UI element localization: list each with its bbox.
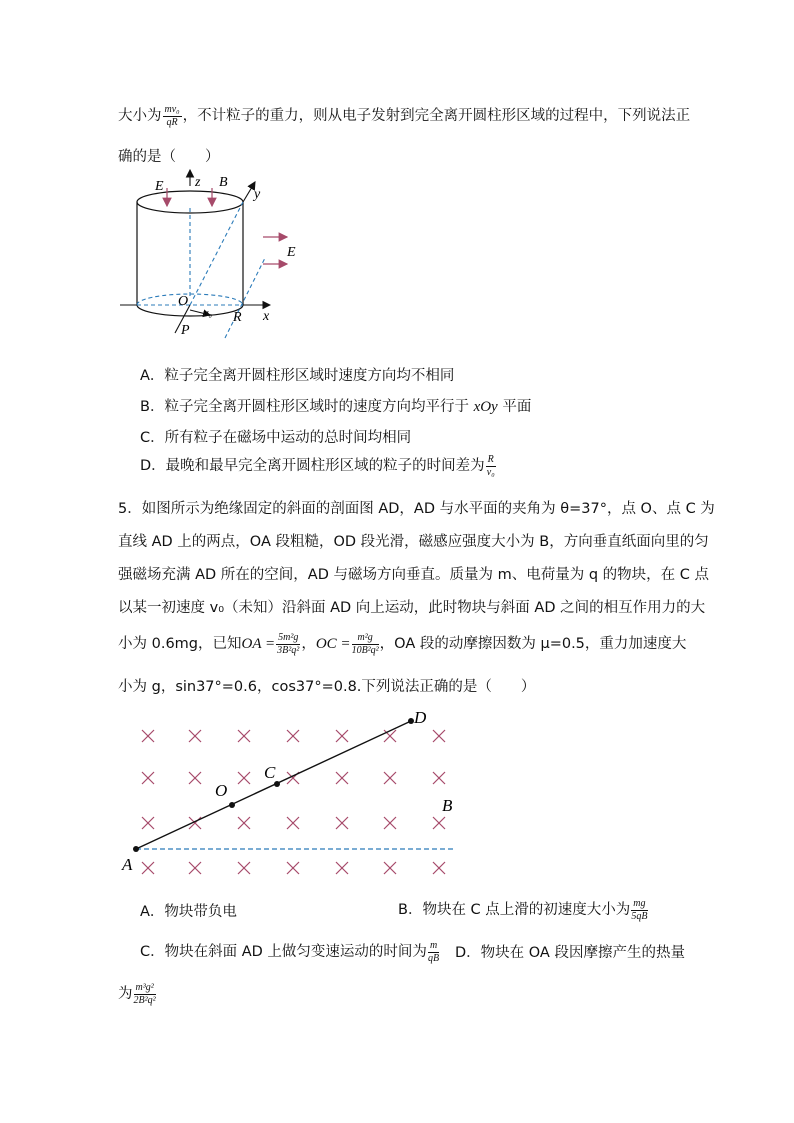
q5-option-b[interactable]: B．物块在 C 点上滑的初速度大小为 $\frac{mg}{5qB}$ (398, 897, 648, 922)
magnetic-field-crosses (142, 730, 445, 874)
field-cross (433, 772, 445, 784)
field-cross (238, 730, 250, 742)
q4-cylinder-figure (115, 168, 315, 343)
q5-option-d[interactable]: D．物块在 OA 段因摩擦产生的热量 (455, 945, 685, 961)
q5-line1: 5．如图所示为绝缘固定的斜面的剖面图 AD，AD 与水平面的夹角为 θ=37°，点 O、点 C 为 (118, 501, 715, 517)
label-e-left: E (155, 179, 164, 194)
label-v0: v₀ (204, 308, 212, 319)
q5-oc-fraction: $\frac{\text{m²g}}{\text{10B²q²}}$ (351, 631, 379, 656)
q5-option-c[interactable]: C．物块在斜面 AD 上做匀变速运动的时间为 $\frac{m}{qB}$ (140, 939, 440, 964)
field-cross (336, 730, 348, 742)
q4-option-a[interactable]: A．粒子完全离开圆柱形区域时速度方向均不相同 (140, 368, 455, 384)
q4-option-d[interactable]: D．最晚和最早完全离开圆柱形区域的粒子的时间差为 $\frac{R}{\text{v₀}}$ (140, 453, 495, 478)
label-r: R (233, 310, 242, 325)
q5-line3: 强磁场充满 AD 所在的空间，AD 与磁场方向垂直。质量为 m、电荷量为 q 的物块，在 C 点 (118, 567, 709, 583)
q5-option-b-fraction: $\frac{mg}{5qB}$ (631, 897, 648, 922)
label-c: C (264, 763, 276, 782)
field-cross (433, 862, 445, 874)
q5-option-c-fraction: $\frac{m}{qB}$ (428, 939, 440, 964)
q4-intro-fraction: $\frac{\text{mv₀}}{qR}$ (164, 103, 180, 128)
q5-line4: 以某一初速度 v₀（未知）沿斜面 AD 向上运动，此时物块与斜面 AD 之间的相互作用力的大 (118, 600, 706, 616)
q5-incline-figure (118, 702, 478, 884)
field-cross (287, 862, 299, 874)
q5-line5: 小为 0.6mg，已知OA = $\frac{\text{5m²g}}{\text{3B²q²}}$ ，OC = $\frac{\text{m²g}}{\text{10B²q²}}$ ，OA 段的动摩擦因数为 μ=0.5，重力加速度大 (118, 631, 687, 656)
q5-line6: 小为 g，sin37°=0.6，cos37°=0.8.下列说法正确的是（ ） (118, 679, 536, 695)
field-cross (336, 817, 348, 829)
point-o (229, 802, 235, 808)
field-cross (433, 730, 445, 742)
q5-option-a[interactable]: A．物块带负电 (140, 904, 237, 920)
field-cross (142, 730, 154, 742)
field-cross (384, 817, 396, 829)
label-b: B (219, 175, 228, 190)
label-o: O (215, 781, 228, 800)
field-cross (336, 772, 348, 784)
q5-option-d-fraction: $\frac{\text{m³g²}}{\text{2B²q²}}$ (133, 981, 156, 1006)
q4-option-d-fraction: $\frac{R}{\text{v₀}}$ (486, 453, 495, 478)
q5-option-d-cont: 为 $\frac{\text{m³g²}}{\text{2B²q²}}$ (118, 981, 156, 1006)
field-cross (142, 817, 154, 829)
q4-intro-line2: 确的是（ ） (118, 149, 220, 165)
field-cross (142, 772, 154, 784)
field-cross (189, 772, 201, 784)
field-cross (433, 817, 445, 829)
q4-option-b[interactable]: B．粒子完全离开圆柱形区域时的速度方向均平行于 xOy 平面 (140, 399, 532, 415)
field-cross (287, 817, 299, 829)
field-cross (238, 817, 250, 829)
field-cross (189, 862, 201, 874)
label-x: x (263, 309, 270, 324)
incline-ad (136, 721, 411, 849)
field-cross (384, 730, 396, 742)
field-cross (189, 730, 201, 742)
point-a (133, 846, 139, 852)
label-z: z (195, 175, 201, 190)
q5-line2: 直线 AD 上的两点，OA 段粗糙，OD 段光滑，磁感应强度大小为 B，方向垂直纸面向里的匀 (118, 534, 709, 550)
label-o: O (178, 294, 189, 309)
r-dashed-line (225, 258, 265, 338)
field-cross (384, 772, 396, 784)
label-y: y (254, 187, 261, 202)
field-cross (384, 862, 396, 874)
field-cross (238, 862, 250, 874)
label-p: P (181, 323, 190, 338)
q4-intro-line1: 大小为 $\frac{\text{mv₀}}{qR}$ ，不计粒子的重力，则从电子发射到完全离开圆柱形区域的过程中，下列说法正 (118, 103, 691, 128)
field-cross (336, 862, 348, 874)
label-d: D (414, 708, 427, 727)
y-axis-inner (190, 202, 243, 305)
field-cross (142, 862, 154, 874)
label-b: B (442, 796, 453, 815)
field-cross (287, 730, 299, 742)
q5-oa-fraction: $\frac{\text{5m²g}}{\text{3B²q²}}$ (277, 631, 300, 656)
label-e-right: E (287, 245, 296, 260)
field-cross (238, 772, 250, 784)
label-a: A (122, 855, 133, 874)
q4-option-c[interactable]: C．所有粒子在磁场中运动的总时间均相同 (140, 430, 412, 446)
